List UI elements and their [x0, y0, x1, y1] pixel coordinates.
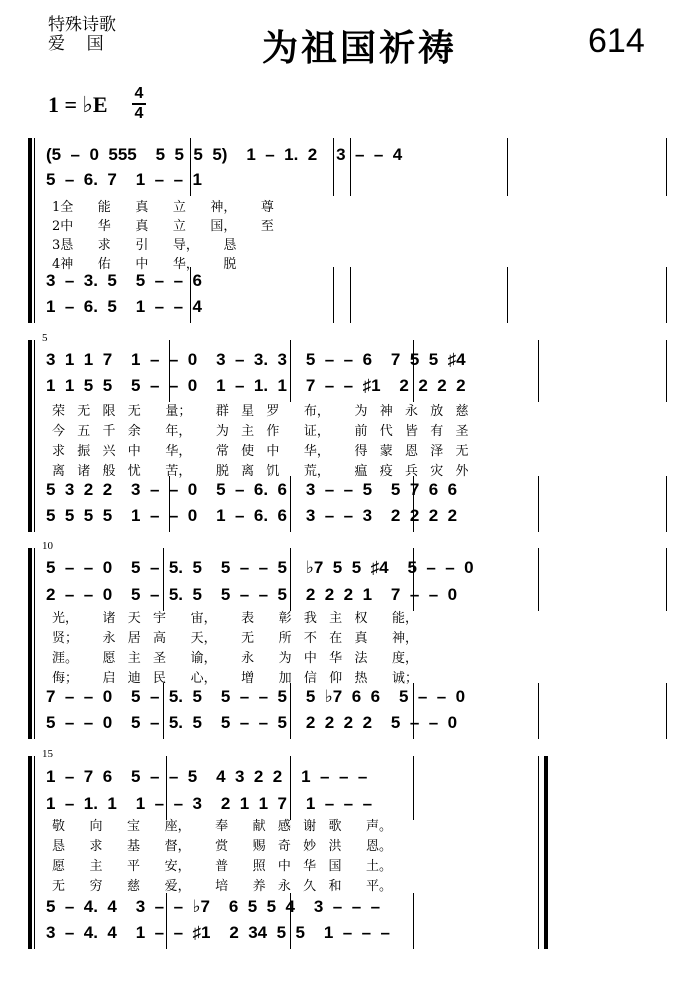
voice-4-notes: 5 – – 0 5 – 5. 5 5 – – 5 2 2 2 2 5 – – 0 [46, 713, 458, 732]
final-barline-thick [544, 756, 548, 949]
lyric-verse-2: 贤； 永 居 高 天， 无 所 不 在 真 神， [52, 631, 418, 646]
voice-1-notes: 5 – – 0 5 – 5. 5 5 – – 5 ♭7 5 5 ♯4 5 – – 0 [46, 558, 474, 577]
system-start-line [34, 756, 35, 949]
measure-number: 5 [42, 332, 48, 344]
page-title: 为祖国祈祷 [262, 27, 458, 69]
lyric-verse-1: 敬 向 宝 座， 奉 献 感 谢 歌 声。 [52, 819, 392, 834]
barline-end [666, 138, 667, 196]
voice-4-notes: 1 – 6. 5 1 – – 4 [46, 297, 202, 316]
system-bracket [28, 138, 32, 323]
lyric-verse-1: 光， 诸 天 宇 宙， 表 彰 我 主 权 能， [52, 611, 418, 626]
system-bracket [28, 548, 32, 739]
voice-1-notes: (5 – 0 555 5 5 5 5) 1 – 1. 2 3 – – 4 [46, 145, 403, 164]
barline-end [666, 267, 667, 323]
voice-1-notes: 3 1 1 7 1 – – 0 3 – 3. 3 5 – – 6 7 5 5 ♯4 [46, 350, 466, 369]
lyric-verse-2: 今 五 千 余 年， 为 主 作 证， 前 代 皆 有 圣 [52, 424, 469, 439]
system-start-line [34, 548, 35, 739]
voice-2-notes: 5 – 6. 7 1 – – 1 [46, 170, 202, 189]
lyric-verse-1: 荣 无 限 无 量； 群 星 罗 布， 为 神 永 放 慈 [52, 404, 469, 419]
barline-end [666, 548, 667, 611]
lyric-verse-4: 侮； 启 迪 民 心， 增 加 信 仰 热 诚； [52, 671, 418, 686]
system-bracket [28, 756, 32, 949]
lyric-verse-3: 3恳 求 引 导， 恳 [52, 238, 237, 253]
hymn-number: 614 [588, 22, 645, 60]
barline-end [666, 340, 667, 402]
voice-2-notes: 2 – – 0 5 – 5. 5 5 – – 5 2 2 2 1 7 – – 0 [46, 585, 458, 604]
barline-end [666, 476, 667, 532]
final-barline-thin [538, 756, 539, 949]
lyric-verse-3: 求 振 兴 中 华， 常 使 中 华， 得 蒙 恩 泽 无 [52, 444, 469, 459]
key-signature: 1 = ♭E [48, 92, 108, 117]
barline-end [666, 683, 667, 739]
voice-1-notes: 1 – 7 6 5 – – 5 4 3 2 2 1 – – – [46, 767, 368, 786]
system-start-line [34, 138, 35, 323]
voice-3-notes: 3 – 3. 5 5 – – 6 [46, 271, 202, 290]
voice-4-notes: 3 – 4. 4 1 – – ♯1 2 34 5 5 1 – – – [46, 923, 390, 942]
lyric-verse-4: 4神 佑 中 华， 脱 [52, 257, 237, 272]
lyric-verse-2: 恳 求 基 督， 赏 赐 奇 妙 洪 恩。 [52, 839, 392, 854]
voice-2-notes: 1 – 1. 1 1 – – 3 2 1 1 7 1 – – – [46, 794, 373, 813]
measure-number: 15 [42, 748, 53, 760]
voice-3-notes: 7 – – 0 5 – 5. 5 5 – – 5 5 ♭7 6 6 5 – – 0 [46, 687, 466, 706]
system-start-line [34, 340, 35, 532]
category-label: 特殊诗歌 爱 国 [48, 15, 116, 54]
voice-2-notes: 1 1 5 5 5 – – 0 1 – 1. 1 7 – – ♯1 2 2 2 2 [46, 376, 466, 395]
measure-number: 10 [42, 540, 53, 552]
lyric-verse-2: 2中 华 真 立 国， 至 [52, 219, 274, 234]
voice-3-notes: 5 – 4. 4 3 – – ♭7 6 5 5 4 3 – – – [46, 897, 381, 916]
lyric-verse-4: 离 诸 般 忧 苦， 脱 离 饥 荒， 瘟 疫 兵 灾 外 [52, 464, 469, 479]
lyric-verse-1: 1全 能 真 立 神， 尊 [52, 200, 274, 215]
lyric-verse-3: 涯。 愿 主 圣 谕， 永 为 中 华 法 度， [52, 651, 418, 666]
voice-4-notes: 5 5 5 5 1 – – 0 1 – 6. 6 3 – – 3 2 2 2 2 [46, 506, 458, 525]
lyric-verse-4: 无 穷 慈 爱， 培 养 永 久 和 平。 [52, 879, 392, 894]
voice-3-notes: 5 3 2 2 3 – – 0 5 – 6. 6 3 – – 5 5 7 6 6 [46, 480, 458, 499]
time-signature: 4 4 [132, 86, 146, 122]
system-bracket [28, 340, 32, 532]
lyric-verse-3: 愿 主 平 安， 普 照 中 华 国 土。 [52, 859, 392, 874]
